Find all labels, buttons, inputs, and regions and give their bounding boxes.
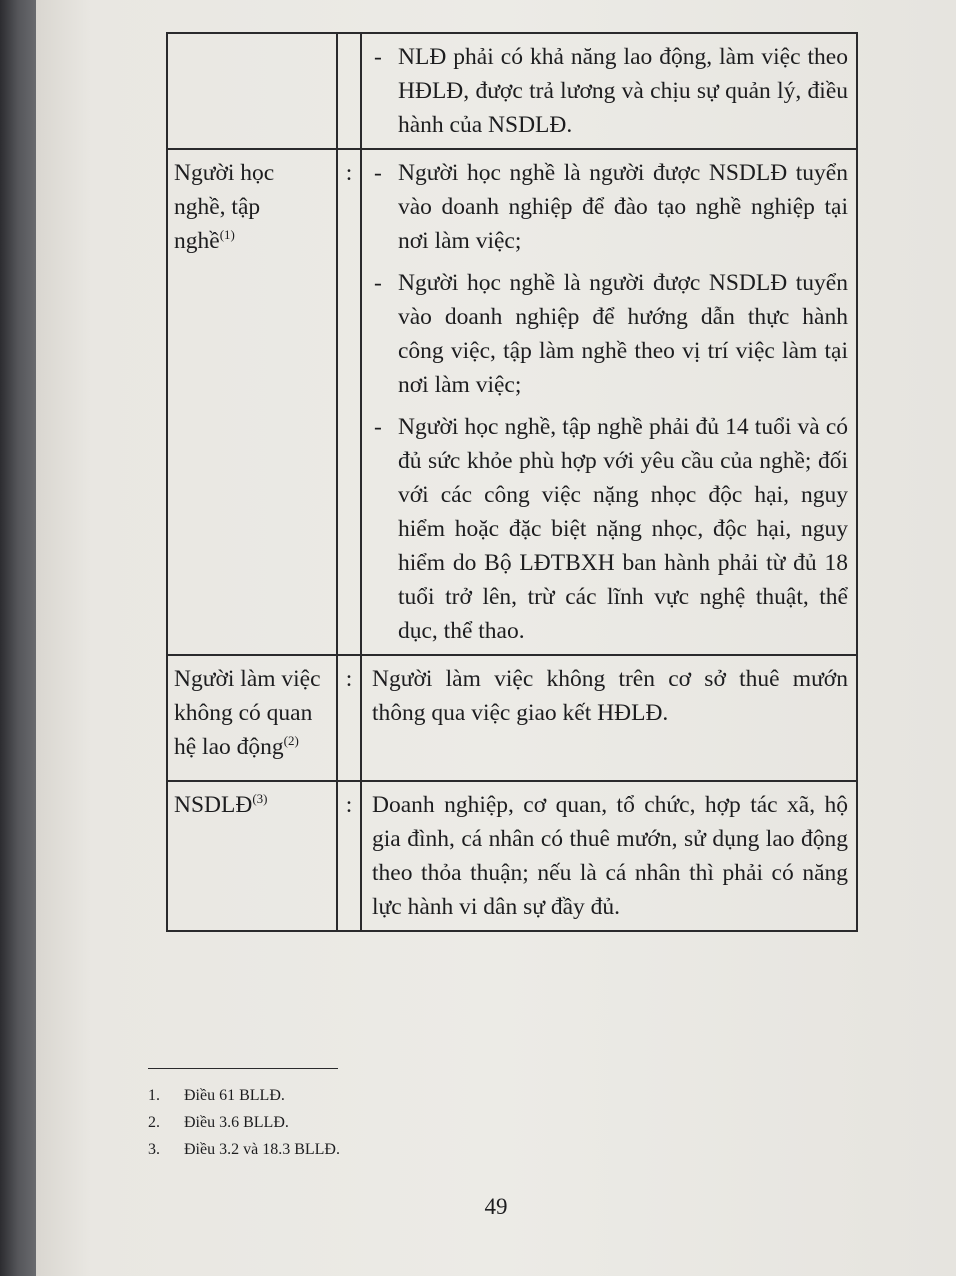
footnotes bbox=[148, 1082, 340, 1163]
colon-cell: : bbox=[337, 655, 361, 781]
definition-cell bbox=[361, 33, 857, 149]
table-row bbox=[167, 33, 857, 149]
definition-cell: Người làm việc không trên cơ sở thuê mướn thông qua việc giao kết HĐLĐ. bbox=[361, 655, 857, 781]
list-item: - Người học nghề là người được NSDLĐ tuyển vào doanh nghiệp để hướng dẫn thực hành công việc, tập làm nghề theo vị trí việc làm tại nơi làm việc; bbox=[374, 270, 848, 398]
definition-cell bbox=[361, 149, 857, 655]
footnote: 3. Điều 3.2 và 18.3 BLLĐ. bbox=[148, 1141, 340, 1158]
definition-cell: Doanh nghiệp, cơ quan, tổ chức, hợp tác xã, hộ gia đình, cá nhân có thuê mướn, sử dụng lao động theo thỏa thuận; nếu là cá nhân thì phải có năng lực hành vi dân sự đầy đủ. bbox=[361, 781, 857, 931]
footnote: 2. Điều 3.6 BLLĐ. bbox=[148, 1114, 289, 1131]
book-page bbox=[36, 0, 956, 1276]
term-cell: NSDLĐ$^{(3)}$ bbox=[167, 781, 337, 931]
term-cell: Người học nghề, tập nghề$^{(1)}$ bbox=[167, 149, 337, 655]
page-number: 49 bbox=[484, 1194, 508, 1219]
list-item: - Người học nghề là người được NSDLĐ tuyển vào doanh nghiệp để đào tạo nghề nghiệp tại nơi làm việc; bbox=[374, 160, 848, 254]
footnote-divider bbox=[148, 1068, 338, 1069]
definitions-table bbox=[166, 32, 858, 932]
list-item: - Người học nghề, tập nghề phải đủ 14 tuổi và có đủ sức khỏe phù hợp với yêu cầu của nghề; đối với các công việc nặng nhọc độc hại, nguy hiểm hoặc đặc biệt nặng nhọc, độc hại, nguy hiểm do Bộ LĐTBXH ban hành phải từ đủ 18 tuổi trở lên, trừ các lĩnh vực nghệ thuật, thể dục, thể thao. bbox=[374, 414, 848, 644]
colon-cell bbox=[337, 33, 361, 149]
term-cell bbox=[167, 33, 337, 149]
colon-cell: : bbox=[337, 149, 361, 655]
footnote: 1. Điều 61 BLLĐ. bbox=[148, 1087, 285, 1104]
table-row bbox=[167, 655, 857, 781]
table-row bbox=[167, 781, 857, 931]
book-spine-shadow bbox=[0, 0, 40, 1276]
footnote-ref: (2) bbox=[283, 733, 299, 749]
footnote-ref: (3) bbox=[252, 791, 268, 807]
colon-cell: : bbox=[337, 781, 361, 931]
term-cell: Người làm việc không có quan hệ lao động$^{(2)}$ bbox=[167, 655, 337, 781]
footnote-ref: (1) bbox=[219, 227, 235, 243]
table-row bbox=[167, 149, 857, 655]
list-item: - NLĐ phải có khả năng lao động, làm việc theo HĐLĐ, được trả lương và chịu sự quản lý, điều hành của NSDLĐ. bbox=[374, 44, 848, 138]
